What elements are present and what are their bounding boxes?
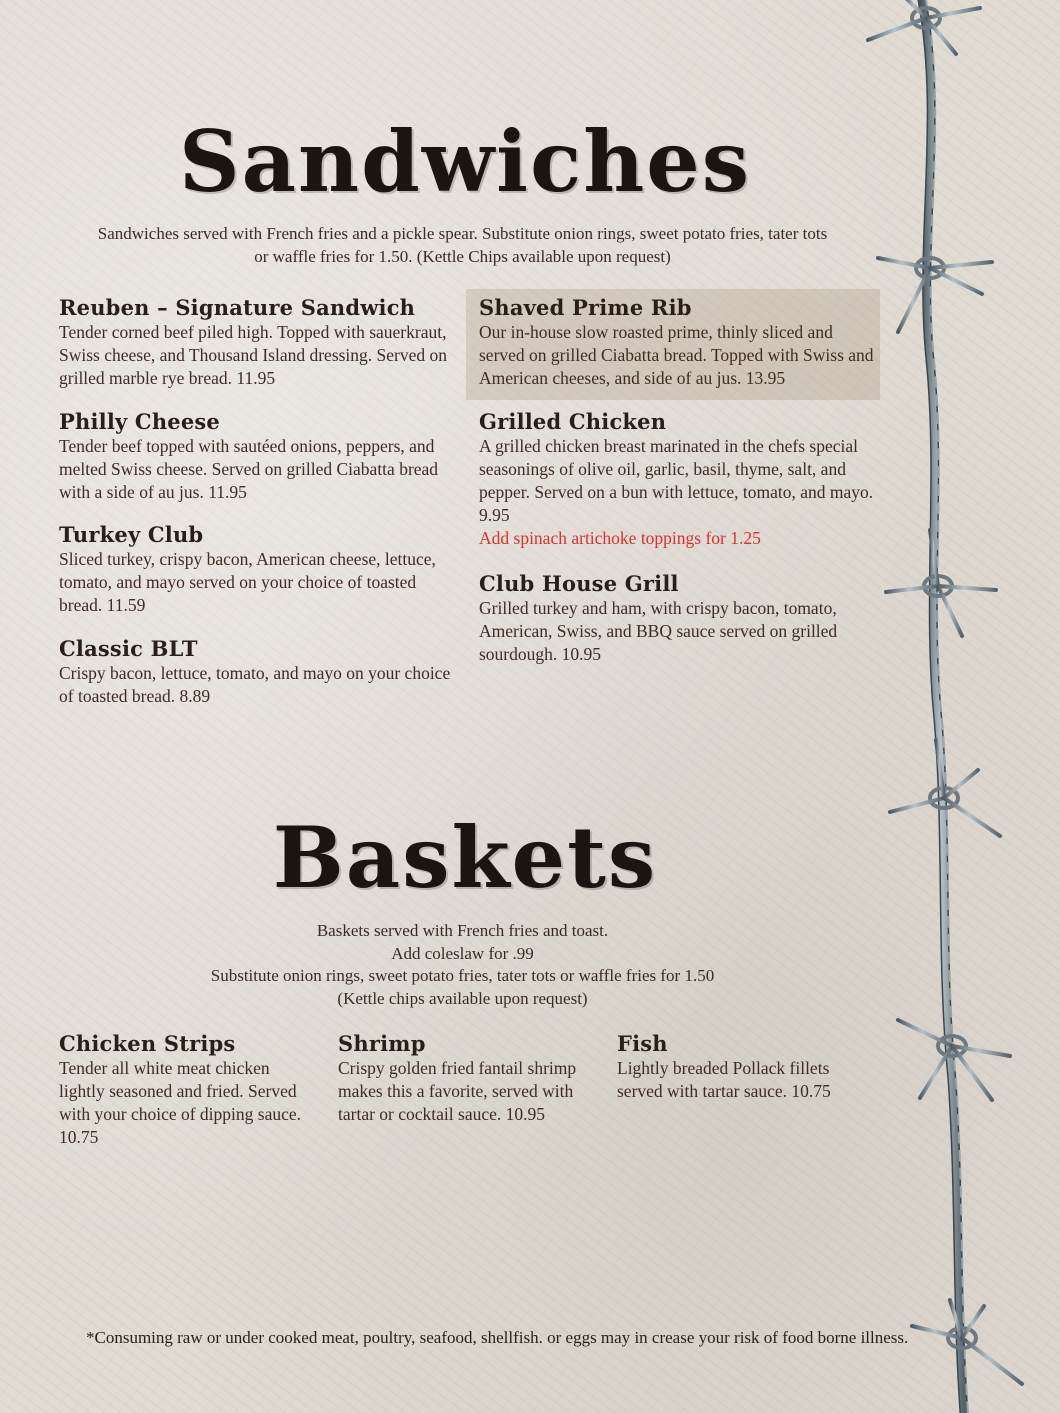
menu-item-name: Grilled Chicken <box>479 409 667 434</box>
health-disclaimer: *Consuming raw or under cooked meat, poultry, seafood, shellfish. or eggs may in crease your risk of food borne illness. <box>86 1328 909 1347</box>
sandwiches-title: Sandwiches <box>178 112 752 211</box>
menu-item-classic-blt <box>59 637 454 708</box>
sandwiches-intro-line: or waffle fries for 1.50. (Kettle Chips available upon request) <box>254 246 671 266</box>
baskets-intro-line: Substitute onion rings, sweet potato fries, tater tots or waffle fries for 1.50 <box>210 966 715 985</box>
menu-item-shrimp <box>338 1032 588 1126</box>
barbed-wire-icon <box>860 0 1060 1413</box>
menu-item-name: Philly Cheese <box>59 409 220 434</box>
menu-item-desc: Tender corned beef piled high. Topped with sauerkraut, Swiss cheese, and Thousand Island dressing. Served on grilled marble rye bread. 11.95 <box>59 322 448 388</box>
menu-item-turkey-club <box>59 523 454 617</box>
menu-item-desc: Sliced turkey, crispy bacon, American cheese, lettuce, tomato, and mayo served on your choice of toasted bread. 11.59 <box>59 549 436 615</box>
menu-item-desc: Crispy golden fried fantail shrimp makes this a favorite, served with tartar or cocktail sauce. 10.95 <box>338 1058 577 1124</box>
menu-item-name: Reuben – Signature Sandwich <box>59 295 416 320</box>
menu-item-name: Shrimp <box>338 1031 426 1056</box>
menu-item-desc: Grilled turkey and ham, with crispy bacon, tomato, American, Swiss, and BBQ sauce served on grilled sourdough. 10.95 <box>479 598 838 664</box>
menu-item-chicken-strips <box>59 1032 309 1149</box>
menu-item-name: Fish <box>617 1031 668 1056</box>
menu-item-addon: Add spinach artichoke toppings for 1.25 <box>479 528 761 548</box>
baskets-intro <box>40 920 885 1010</box>
menu-item-desc: Our in-house slow roasted prime, thinly sliced and served on grilled Ciabatta bread. Topped with Swiss and American cheeses, and side of au jus. 13.95 <box>479 322 874 388</box>
menu-item-desc: Tender beef topped with sautéed onions, peppers, and melted Swiss cheese. Served on grilled Ciabatta bread with a side of au jus. 11.95 <box>59 436 439 502</box>
menu-item-fish <box>617 1032 867 1103</box>
sandwiches-intro-line: Sandwiches served with French fries and a pickle spear. Substitute onion rings, sweet potato fries, tater tots <box>97 224 828 243</box>
sandwiches-intro <box>40 223 885 268</box>
menu-item-shaved-prime-rib <box>479 296 874 390</box>
baskets-title: Baskets <box>272 808 658 907</box>
menu-item-desc: Lightly breaded Pollack fillets served with tartar sauce. 10.75 <box>617 1058 831 1101</box>
menu-item-name: Turkey Club <box>59 522 204 547</box>
baskets-intro-line: (Kettle chips available upon request) <box>337 988 588 1008</box>
menu-item-philly-cheese <box>59 410 454 504</box>
menu-item-name: Shaved Prime Rib <box>479 295 692 320</box>
menu-item-name: Chicken Strips <box>59 1031 236 1056</box>
menu-item-club-house-grill <box>479 572 874 666</box>
menu-item-desc: Crispy bacon, lettuce, tomato, and mayo on your choice of toasted bread. 8.89 <box>59 663 451 706</box>
menu-item-grilled-chicken <box>479 410 874 550</box>
menu-item-reuben <box>59 296 454 390</box>
baskets-intro-line: Baskets served with French fries and toast. <box>316 921 609 940</box>
menu-item-name: Club House Grill <box>479 571 679 596</box>
menu-item-name: Classic BLT <box>59 636 198 661</box>
menu-item-desc: Tender all white meat chicken lightly seasoned and fried. Served with your choice of dipping sauce. 10.75 <box>59 1058 302 1147</box>
menu-item-desc: A grilled chicken breast marinated in the chefs special seasonings of olive oil, garlic, basil, thyme, salt, and pepper. Served on a bun with lettuce, tomato, and mayo. 9.95 <box>479 436 874 525</box>
baskets-intro-line: Add coleslaw for .99 <box>391 943 534 963</box>
